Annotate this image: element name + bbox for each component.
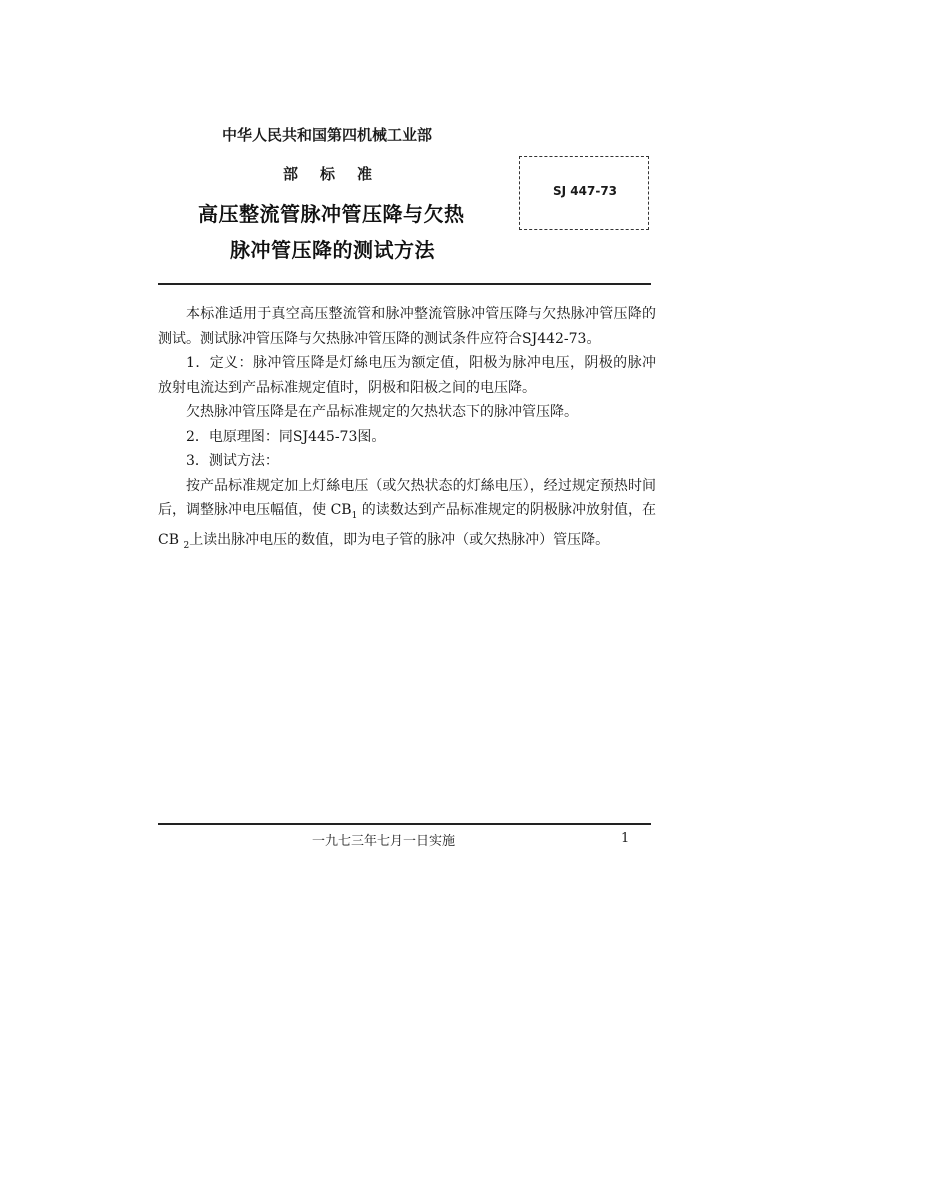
standard-code: SJ 447-73 <box>553 184 618 198</box>
cb2-subscript: 2 <box>183 541 190 552</box>
test-method-heading: 3．测试方法： <box>186 453 279 469</box>
definition-paragraph: 1．定义：脉冲管压降是灯絲电压为额定值，阳极为脉冲电压，阴极的脉冲放射电流达到产品标准规定值时，阴极和阳极之间的电压降。 <box>158 355 656 396</box>
ministry-name: 中华人民共和国第四机械工业部 <box>222 126 433 144</box>
method-text-c: 上读出脉冲电压的数值，即为电子管的脉冲（或欠热脉冲）管压降。 <box>189 532 610 549</box>
method-text-b: 的读数达到产品标准规定的阴极脉冲放射值，在 CB <box>158 502 656 549</box>
test-method-paragraph <box>158 474 656 559</box>
scope-paragraph: 本标准适用于真空高压整流管和脉冲整流管脉冲管压降与欠热脉冲管压降的测试。测试脉冲管压降与欠热脉冲管压降的测试条件应符合SJ442-73。 <box>158 306 656 347</box>
document-title-line-1: 高压整流管脉冲管压降与欠热 <box>198 202 465 226</box>
circuit-diagram-item: 2．电原理图：同SJ445-73图。 <box>186 428 386 445</box>
page-number: 1 <box>621 831 630 846</box>
footer-divider <box>158 823 651 825</box>
method-text-a: 按产品标准规定加上灯絲电压（或欠热状态的灯絲电压），经过规定预热时间后，调整脉冲电压幅值，使 CB <box>158 477 656 518</box>
header-divider <box>158 283 651 285</box>
document-body <box>158 302 656 559</box>
standard-type: 部标准 <box>283 165 395 183</box>
cb1-subscript: 1 <box>351 510 358 521</box>
document-title-line-2: 脉冲管压降的测试方法 <box>230 238 435 262</box>
underheat-definition-paragraph: 欠热脉冲管压降是在产品标准规定的欠热状态下的脉冲管压降。 <box>186 404 578 420</box>
effective-date: 一九七三年七月一日实施 <box>312 834 456 849</box>
